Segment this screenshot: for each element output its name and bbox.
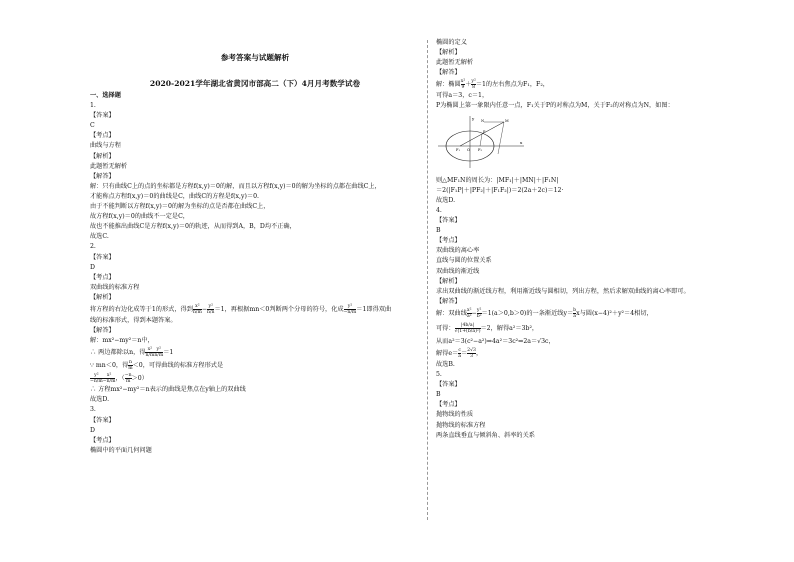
q5-number: 5. [436, 371, 442, 379]
q4-solution-line: 解：双曲线 $\frac{\text{x²}}{\text{a²}}$ − $\frac{\text{y²}}{\text{b²}}$ ＝1(a＞0,b＞0)的一条渐近线y＝ $\frac{b}{a}$ x与圆(x−4)²＋y²＝4相切， [436, 307, 653, 319]
q2-answer: D [90, 263, 95, 271]
q1-solution-line: 故选C. [90, 233, 109, 241]
q1-answer: C [90, 122, 95, 130]
fraction: $\frac{|4b/a|}{\text{√(1+(b/a)²)}}$ [454, 322, 481, 334]
q4-jieda-tag: 【解答】 [436, 297, 461, 305]
fraction: $\frac{c}{a}$ [458, 347, 461, 359]
segment-p-f2 [480, 134, 482, 146]
q4-answer: B [436, 227, 441, 235]
q4-kaodian-tag: 【考点】 [436, 237, 461, 245]
q2-answer-tag: 【答案】 [90, 253, 115, 261]
q1-solution-line: 由于不能判断以方程f(x,y)＝0的解为坐标的点是否都在曲线C上， [90, 203, 270, 211]
q3-solution-line: 解：椭圆 $\frac{\text{x²}}{9}$ ＋ $\frac{\text{y²}}{8}$ ＝1的左右焦点为F₁，F₂， [436, 79, 549, 91]
q3-solution-line: 可得a＝3，c＝1， [436, 92, 489, 100]
q4-kaodian: 双曲线的离心率 [436, 247, 480, 255]
q4-number: 4. [436, 206, 442, 214]
q3-jiexi: 此题暂无解析 [436, 59, 474, 67]
q4-solution-line: 故选B. [436, 360, 455, 368]
q2-solution-line: ∵ mn＜0，得 $\frac{n}{m}$ ＜0，可得曲线的标准方程形式是 [90, 360, 224, 372]
q2-solution-line: 解：mx²−my²＝n中， [90, 337, 154, 345]
q1-solution-line: 才能称点方程f(x,y)＝0的曲线是C，曲线C的方程是f(x,y)＝0. [90, 192, 260, 200]
q2-jiexi-text: 将方程的右边化成等于1的形式，得到 [90, 305, 193, 313]
q2-kaodian-tag: 【考点】 [90, 273, 115, 281]
q4-kaodian: 直线与圆的位置关系 [436, 257, 492, 265]
fraction: $\frac{2√3}{3}$ [467, 347, 476, 359]
segment-m-down [498, 122, 504, 154]
ellipse-figure [436, 114, 526, 170]
q4-solution-line: 可得： $\frac{|4b/a|}{\text{√(1+(b/a)²)}}$ ＝2，解得a²＝3b²， [436, 322, 539, 334]
q3-solution-line: 故选D. [436, 196, 456, 204]
label-o: O [467, 147, 470, 152]
q3-number: 3. [90, 406, 96, 414]
q3-solution-line: ＝2(|F₁P|＋|PF₂|＋|F₁F₂|)＝2(2a＋2c)＝12· [436, 186, 564, 194]
fraction: $\frac{-n}{m}$ [124, 373, 132, 385]
label-p: P [483, 129, 486, 134]
right-column [436, 38, 736, 441]
q3-solution-line: P为椭圆上第一象限内任意一点，F₁关于P的对称点为M，关于F₂的对称点为N，如图： [436, 102, 674, 110]
q3-kaodian-cont: 椭圆的定义 [436, 39, 467, 46]
q3-answer-tag: 【答案】 [90, 416, 115, 424]
label-m: M [505, 118, 509, 123]
q5-answer: B [436, 391, 441, 399]
q2-jieda-tag: 【解答】 [90, 327, 115, 335]
q5-answer-tag: 【答案】 [436, 381, 461, 389]
q1-kaodian-tag: 【考点】 [90, 132, 115, 140]
column-divider [427, 40, 428, 520]
fraction: $\frac{\text{y²}}{\text{b²}}$ [476, 307, 482, 319]
fraction: $\frac{\text{x²}}{9}$ [460, 79, 466, 91]
q5-kaodian: 两条直线垂直与倾斜角、斜率的关系 [436, 431, 535, 439]
q1-jiexi-tag: 【解析】 [90, 152, 115, 160]
fraction: $\frac{n}{m}$ [128, 360, 133, 372]
q1-solution-line: 故方程f(x,y)＝0的曲线不一定是C， [90, 213, 189, 221]
section-heading: 一、选择题 [90, 92, 121, 99]
label-x: x [520, 139, 523, 145]
fraction: $\frac{\text{y²}}{n/m}$ [154, 347, 164, 359]
segment-f1-m [460, 122, 504, 146]
q1-number: 1. [90, 102, 96, 110]
fraction: $\frac{\text{x²}}{-n/m}$ [102, 373, 116, 385]
q1-jiexi: 此题暂无解析 [90, 162, 128, 170]
q4-jiexi: 求出双曲线的渐近线方程，利用渐近线与圆相切，列出方程，然后求解双曲线的离心率即可。 [436, 287, 690, 295]
q2-solution-line: ∴ 两边都除以n，得 $\frac{\text{x²}}{n/m}$ $\frac{\text{y²}}{n/m}$ ＝1 [90, 347, 174, 359]
q1-answer-tag: 【答案】 [90, 112, 115, 120]
q4-kaodian: 双曲线的渐近线 [436, 267, 480, 275]
fraction: $\frac{\text{y²}}{-n/m}$ [90, 373, 103, 385]
q2-number: 2. [90, 243, 96, 251]
q3-answer: D [90, 426, 95, 434]
q2-jiexi-tag: 【解析】 [90, 293, 115, 301]
q1-solution-line: 故也不能推出曲线C是方程f(x,y)＝0的轨迹，从而得到A，B，D均不正确， [90, 223, 296, 231]
label-y: y [472, 115, 475, 121]
fraction: $\frac{\text{x²}}{n/m}$ [192, 303, 202, 315]
label-f2: F₂ [478, 147, 482, 152]
label-n: N [481, 118, 485, 123]
q5-kaodian: 抛物线的性质 [436, 411, 474, 419]
q3-jiexi-tag: 【解析】 [436, 49, 461, 57]
q1-kaodian: 曲线与方程 [90, 142, 121, 150]
q2-solution-line: 故选D. [90, 396, 110, 404]
q2-kaodian: 双曲线的标准方程 [90, 283, 140, 291]
q2-jiexi-line1: 将方程的右边化成等于1的形式，得到 $\frac{\text{x²}}{n/m}$ − $\frac{\text{y²}}{n/n}$ ＝1，再根据mn＜0判断两个分母的符号，化成 $\frac{\text{y²}}{-n/m}$ ＝1即得双曲 [90, 303, 392, 315]
fraction: $\frac{\text{y²}}{-n/m}$ [343, 303, 357, 315]
q3-kaodian: 椭圆中的平面几何问题 [90, 446, 152, 454]
fraction: $\frac{\text{y²}}{8}$ [471, 79, 476, 91]
left-column [90, 48, 420, 456]
fraction: $\frac{\text{y²}}{n/n}$ [207, 303, 215, 315]
q3-jieda-tag: 【解答】 [436, 69, 461, 77]
q2-jiexi-line2: 线的标准形式，得到本题答案。 [90, 316, 177, 324]
q5-kaodian: 抛物线的标准方程 [436, 421, 486, 429]
q4-solution-line: 解得e＝ $\frac{c}{a}$ ＝ $\frac{2√3}{3}$ ， [436, 347, 483, 359]
q2-solution-line: ∴ 方程mx²−my²＝n表示的曲线是焦点在y轴上的双曲线 [90, 386, 246, 394]
q1-jieda-tag: 【解答】 [90, 172, 115, 180]
label-f1: F₁ [456, 147, 460, 152]
fraction: $\frac{\text{x²}}{\text{a²}}$ [466, 307, 472, 319]
q4-jiexi-tag: 【解析】 [436, 277, 461, 285]
exam-subtitle: 2020-2021学年湖北省黄冈市部高二（下）4月月考数学试卷 [149, 79, 361, 88]
q3-kaodian-tag: 【考点】 [90, 436, 115, 444]
q4-answer-tag: 【答案】 [436, 217, 461, 225]
fraction: $\frac{\text{x²}}{n/m}$ [145, 347, 155, 359]
q2-solution-line: $\frac{\text{y²}}{-n/m}$ $\frac{\text{x²}}{-n/m}$ ，（ $\frac{-n}{m}$ ＞0） [90, 373, 148, 385]
q3-solution-line: 则△MF₁N的周长为：|MF₁|＋|MN|＋|F₁N| [436, 176, 559, 184]
q5-kaodian-tag: 【考点】 [436, 401, 461, 409]
fraction: $\frac{b}{a}$ [573, 307, 577, 319]
page-title: 参考答案与试题解析 [220, 53, 290, 62]
q1-solution-line: 解：只有曲线C上的点的坐标都是方程f(x,y)＝0的解，而且以方程f(x,y)＝0的解为坐标的点都在曲线C上， [90, 182, 381, 190]
q4-solution-line: 从而a²＝3(c²−a²)⇒4a²＝3c²⇒2a＝√3c， [436, 337, 555, 345]
